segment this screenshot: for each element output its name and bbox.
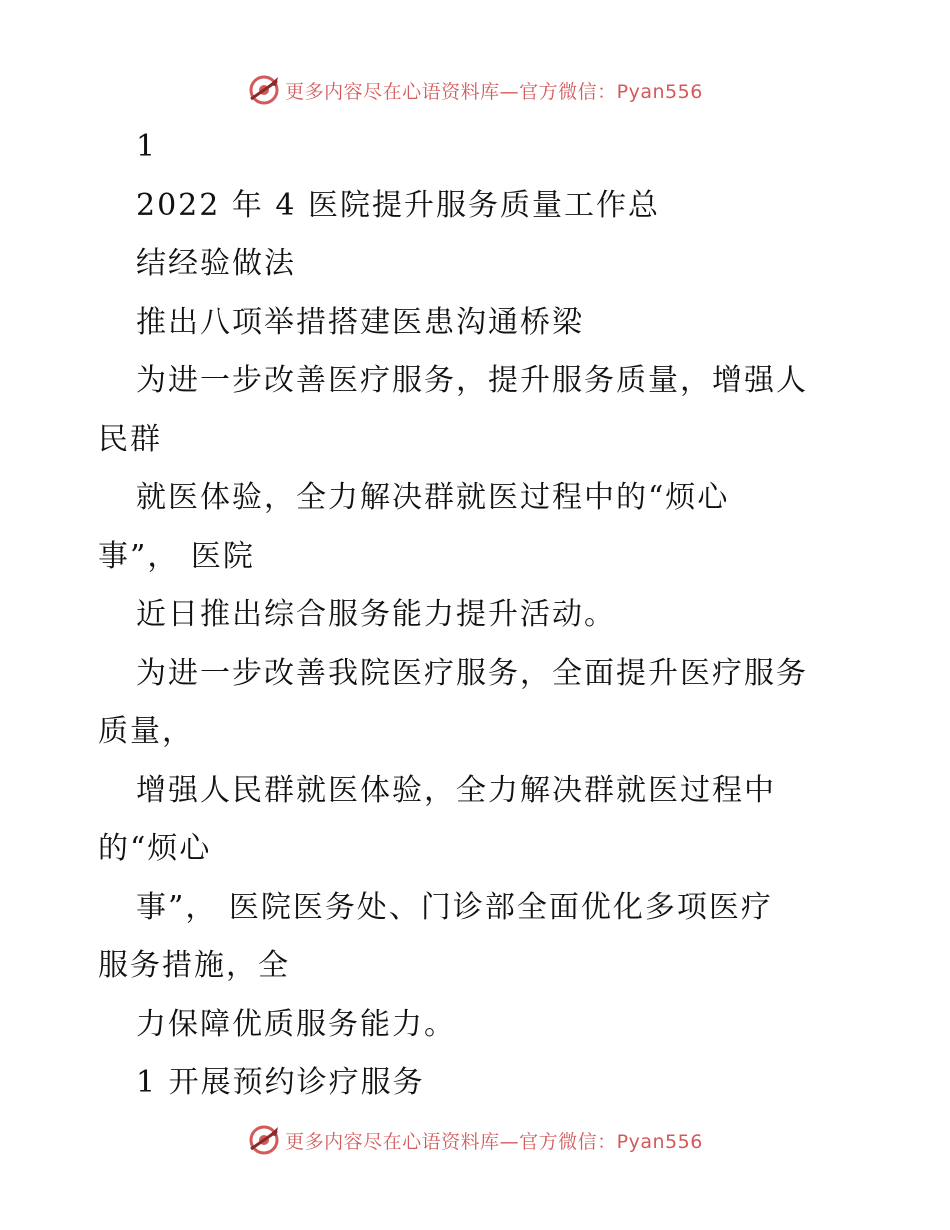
doc-section-heading: 1 开展预约诊疗服务	[136, 1065, 425, 1100]
doc-title-line: 结经验做法	[136, 246, 296, 281]
doc-line: 民群	[98, 421, 162, 457]
doc-line: 的“烦心	[98, 831, 212, 866]
doc-line: 力保障优质服务能力。	[136, 1006, 456, 1042]
brand-logo-icon	[247, 1123, 281, 1157]
watermark-text: 更多内容尽在心语资料库—官方微信：Pyan556	[285, 80, 703, 103]
watermark-text: 更多内容尽在心语资料库—官方微信：Pyan556	[285, 1130, 703, 1153]
footer-watermark	[0, 1120, 950, 1160]
doc-subtitle-line: 推出八项举措搭建医患沟通桥梁	[136, 304, 584, 340]
doc-line: 事”， 医院	[98, 538, 255, 574]
header-watermark	[0, 70, 950, 110]
doc-line: 1	[136, 129, 158, 164]
doc-line: 为进一步改善医疗服务，提升服务质量，增强人	[136, 363, 808, 398]
document-body	[98, 118, 868, 1113]
doc-line: 就医体验，全力解决群就医过程中的“烦心	[136, 480, 730, 515]
doc-line: 服务措施，全	[98, 948, 290, 983]
doc-line: 事”， 医院医务处、门诊部全面优化多项医疗	[136, 889, 773, 925]
doc-line: 为进一步改善我院医疗服务，全面提升医疗服务	[136, 655, 808, 691]
doc-line: 质量，	[98, 714, 194, 749]
doc-line: 增强人民群就医体验，全力解决群就医过程中	[136, 772, 776, 808]
doc-title-line: 2022 年 4 医院提升服务质量工作总	[136, 187, 661, 223]
brand-logo-icon	[247, 73, 281, 107]
doc-line: 近日推出综合服务能力提升活动。	[136, 597, 616, 632]
